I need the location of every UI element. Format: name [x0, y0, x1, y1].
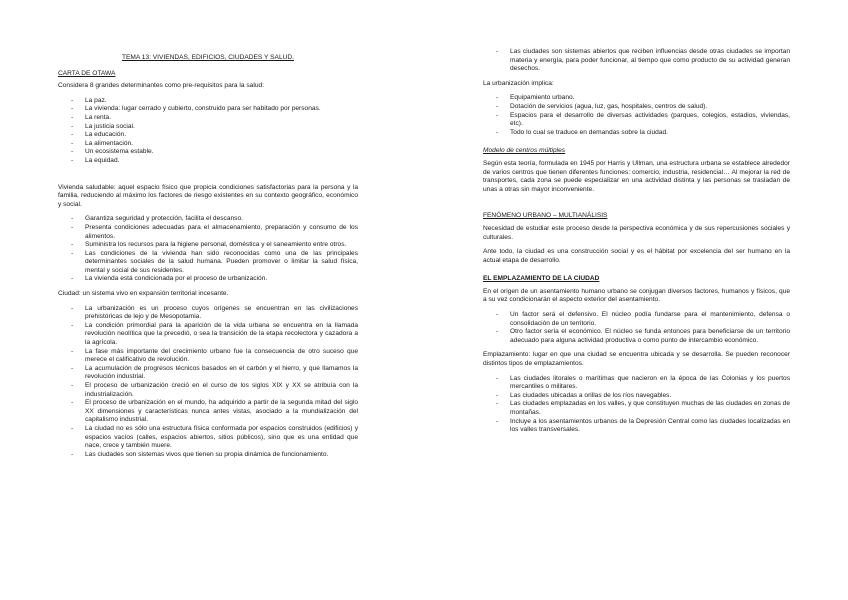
list-item: - La acumulación de progresos técnicos basados en el carbón y el hierro, y que llamamos la revolución industrial. [58, 365, 358, 382]
list-item: - La ciudad no es sólo una estructura física conformada por espacios construidos (edificios) y espacios vacíos (calles, espacios abiertos, sitios públicos), sino que es una entidad que nace, crece y también muere. [58, 425, 358, 451]
modelo-paragraph: Según esta teoría, formulada en 1945 por Harris y Ullman, una estructura urbana se establece alrededor de varios centros que tienen diferentes funciones: comercio, industria, residencial… Al mejorar la red de transportes, cada zona se puede especializar en una actividad distinta y las personas se trasladan de unas a otras sin mayor inconveniente. [483, 159, 790, 193]
list-item: - Incluye a los asentamientos urbanos de la Depresión Central como las ciudades localizadas en los valles transversales. [483, 418, 790, 435]
document-title: TEMA 13: VIVIENDAS, EDIFICIOS, CIUDADES Y SALUD. [122, 54, 294, 61]
list-item: - Un factor será el defensivo. El núcleo podía fundarse para el mantenimiento, defensa o consolidación de un territorio. [483, 311, 790, 328]
list-item: - Las ciudades ubicadas a orillas de los ríos navegables. [483, 392, 790, 401]
list-item: - Las ciudades litorales o marítimas que nacieron en la época de las Colonias y los puertos mercantiles o militares. [483, 375, 790, 392]
carta-intro: Considera 8 grandes determinantes como pre-requisitos para la salud: [58, 82, 264, 90]
fenomeno-paragraph-1: Necesidad de estudiar este proceso desde la perspectiva económica y de sus repercusiones sociales y culturales. [483, 224, 790, 241]
list-item: - La alimentación. [58, 140, 358, 149]
list-item: - La condición primordial para la aparición de la vida urbana se encuentra en la llamada revolución neolítica que la precedió, o sea la transición de la etapa recolectora y cazadora a la agrícola. [58, 322, 358, 348]
list-item: - Un ecosistema estable. [58, 148, 358, 157]
list-item: - La educación. [58, 131, 358, 140]
tipos-list [483, 375, 790, 435]
list-item: - El proceso de urbanización creció en el curso de los siglos XIX y XX se atribuía con la industrialización. [58, 382, 358, 399]
emplazamiento-definition: Emplazamiento: lugar en que una ciudad se encuentra ubicada y se desarrolla. Se pueden reconocer distintos tipos de emplazamientos. [483, 351, 790, 368]
list-item: - El proceso de urbanización en el mundo, ha adquirido a partir de la segunda mitad del siglo XX dimensiones y características nunca antes vistas, asociado a la mundialización del capitalismo industrial. [58, 399, 358, 425]
list-item: - Garantiza seguridad y protección, facilita el descanso. [58, 215, 358, 224]
list-item: - Las ciudades son sistemas vivos que tienen su propia dinámica de funcionamiento. [58, 451, 358, 460]
list-item: - La fase más importante del crecimiento urbano fue la consecuencia de otro suceso que merece el calificativo de revolución. [58, 348, 358, 365]
carta-heading: CARTA DE OTAWA [58, 69, 116, 77]
list-item: - La justicia social. [58, 123, 358, 132]
list-item: - Las ciudades son sistemas abiertos que reciben influencias desde otras ciudades se importan materia y energía, para poder funcionar, al tiempo que como producto de su actividad generan desechos. [483, 48, 790, 74]
vivienda-paragraph: Vivienda saludable: aquel espacio físico que propicia condiciones satisfactorias para la persona y la familia, reduciendo al máximo los factores de riesgo existentes en su contexto geográfico, económico y social. [58, 183, 358, 208]
factores-list [483, 311, 790, 345]
list-item: - Otro factor sería el económico. El núcleo se funda entonces para beneficiarse de un territorio adecuado para alguna actividad productiva o como punto de intercambio económico. [483, 328, 790, 345]
ciudad-list [58, 305, 358, 460]
list-item: - Todo lo cual se traduce en demandas sobre la ciudad. [483, 129, 790, 138]
fenomeno-paragraph-2: Ante todo, la ciudad es una construcción social y es el hábitat por excelencia del ser humano en la actual etapa de desarrollo. [483, 248, 790, 264]
list-item: - La vivienda está condicionada por el proceso de urbanización. [58, 275, 358, 284]
left-column [58, 54, 358, 459]
ciudad-intro: Ciudad: un sistema vivo en expansión territorial incesante. [58, 290, 229, 298]
carta-list [58, 97, 358, 166]
list-item: - La equidad. [58, 157, 358, 166]
right-column [483, 48, 790, 435]
fenomeno-heading: FENÓMENO URBANO – MULTIANÁLISIS [483, 212, 608, 220]
ciudad-continued-list [483, 48, 790, 74]
urbanizacion-intro: La urbanización implica: [483, 79, 554, 87]
list-item: - Suministra los recursos para la higiene personal, doméstica y el saneamiento entre otros. [58, 241, 358, 250]
list-item: - Las condiciones de la vivienda han sido reconocidas como una de las principales determinantes sociales de la salud humana. Pueden promover o limitar la salud física, mental y social de sus residentes. [58, 250, 358, 276]
list-item: - La renta. [58, 114, 358, 123]
urbanizacion-list [483, 94, 790, 137]
list-item: - La paz. [58, 97, 358, 106]
vivienda-list [58, 215, 358, 284]
list-item: - La urbanización es un proceso cuyos orígenes se encuentran en las civilizaciones prehistóricas de lejo y de Mesopotamia. [58, 305, 358, 322]
list-item: - Espacios para el desarrollo de diversas actividades (parques, colegios, estadios, viviendas, etc). [483, 112, 790, 129]
modelo-heading: Modelo de centros múltiples [483, 147, 566, 155]
emplazamiento-heading: EL EMPLAZAMIENTO DE LA CIUDAD [483, 275, 600, 283]
emplazamiento-paragraph: En el origen de un asentamiento humano urbano se conjugan diversos factores, humanos y físicos, que a su vez condicionarán el aspecto exterior del asentamiento. [483, 287, 790, 304]
list-item: - Presenta condiciones adecuadas para el almacenamiento, preparación y consumo de los alimentos. [58, 224, 358, 241]
list-item: - Equipamiento urbano. [483, 94, 790, 103]
list-item: - Las ciudades emplazadas en los valles, y que constituyen muchas de las ciudades en zonas de montañas. [483, 400, 790, 417]
list-item: - La vivienda: lugar cerrado y cubierto, construido para ser habitado por personas. [58, 105, 358, 114]
list-item: - Dotación de servicios (agua, luz, gas, hospitales, centros de salud). [483, 103, 790, 112]
